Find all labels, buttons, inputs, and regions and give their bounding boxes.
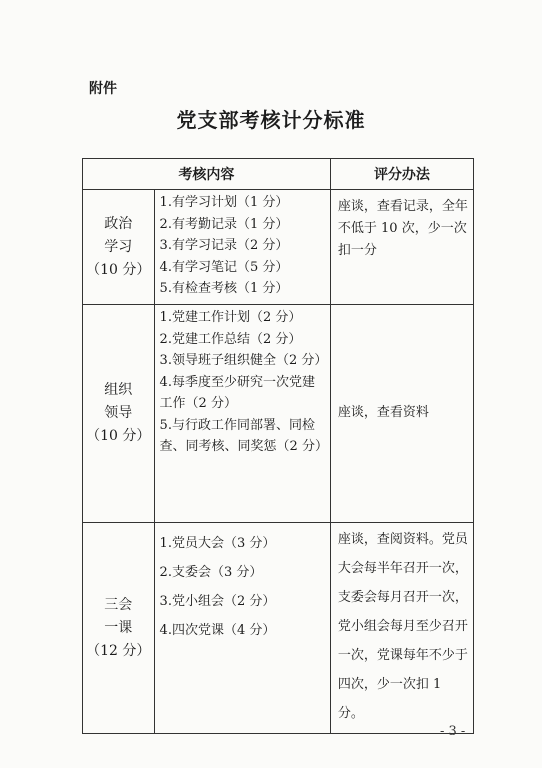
attachment-label: 附件 bbox=[89, 81, 117, 97]
category-line: 一课 bbox=[104, 619, 133, 636]
category-line: 领导 bbox=[104, 405, 133, 421]
list-item: 4.有学习笔记（5 分） bbox=[159, 259, 289, 275]
category-cell bbox=[83, 305, 155, 523]
list-item: 3.有学习记录（2 分） bbox=[159, 238, 289, 253]
category-cell bbox=[83, 523, 155, 734]
list-item: 2.有考勤记录（1 分） bbox=[159, 216, 289, 232]
list-item: 3.党小组会（2 分） bbox=[159, 594, 276, 609]
list-item: 1.党建工作计划（2 分） bbox=[159, 310, 302, 325]
items-cell bbox=[154, 305, 330, 523]
list-item: 5.与行政工作同部署、同检查、同考核、同奖惩（2 分） bbox=[159, 417, 328, 454]
category-score: （10 分） bbox=[86, 428, 151, 444]
category-line: 政治 bbox=[104, 215, 133, 232]
method-cell: 座谈，查阅资料。党员大会每半年召开一次，支委会每月召开一次，党小组会每月至少召开一次，党课每年不少于四次，少一次扣 1 分。 bbox=[330, 523, 473, 734]
table-row bbox=[83, 523, 474, 734]
category-line: 三会 bbox=[104, 596, 133, 613]
table-row bbox=[83, 190, 474, 305]
list-item: 2.支委会（3 分） bbox=[159, 565, 263, 580]
category-line: 学习 bbox=[104, 238, 133, 255]
category-score: （12 分） bbox=[86, 642, 151, 659]
table-header-row bbox=[83, 159, 474, 190]
list-item: 2.党建工作总结（2 分） bbox=[159, 331, 302, 347]
category-score: （10 分） bbox=[86, 261, 151, 278]
list-item: 5.有检查考核（1 分） bbox=[159, 281, 289, 296]
list-item: 1.有学习计划（1 分） bbox=[159, 195, 289, 210]
category-cell bbox=[83, 190, 155, 305]
table-row bbox=[83, 305, 474, 523]
list-item: 3.领导班子组织健全（2 分） bbox=[159, 353, 328, 368]
category-line: 组织 bbox=[104, 382, 133, 398]
method-cell: 座谈，查看记录，全年不低于 10 次，少一次扣一分 bbox=[330, 190, 473, 305]
list-item: 4.每季度至少研究一次党建工作（2 分） bbox=[159, 374, 315, 411]
page-number: - 3 - bbox=[440, 724, 466, 739]
list-item: 4.四次党课（4 分） bbox=[159, 623, 276, 638]
items-cell bbox=[154, 523, 330, 734]
list-item: 1.党员大会（3 分） bbox=[159, 536, 276, 551]
items-cell bbox=[154, 190, 330, 305]
method-cell: 座谈，查看资料 bbox=[330, 305, 473, 523]
header-content: 考核内容 bbox=[83, 159, 331, 190]
page-title: 党支部考核计分标准 bbox=[176, 108, 366, 132]
scoring-table bbox=[82, 158, 474, 734]
header-method: 评分办法 bbox=[330, 159, 473, 190]
